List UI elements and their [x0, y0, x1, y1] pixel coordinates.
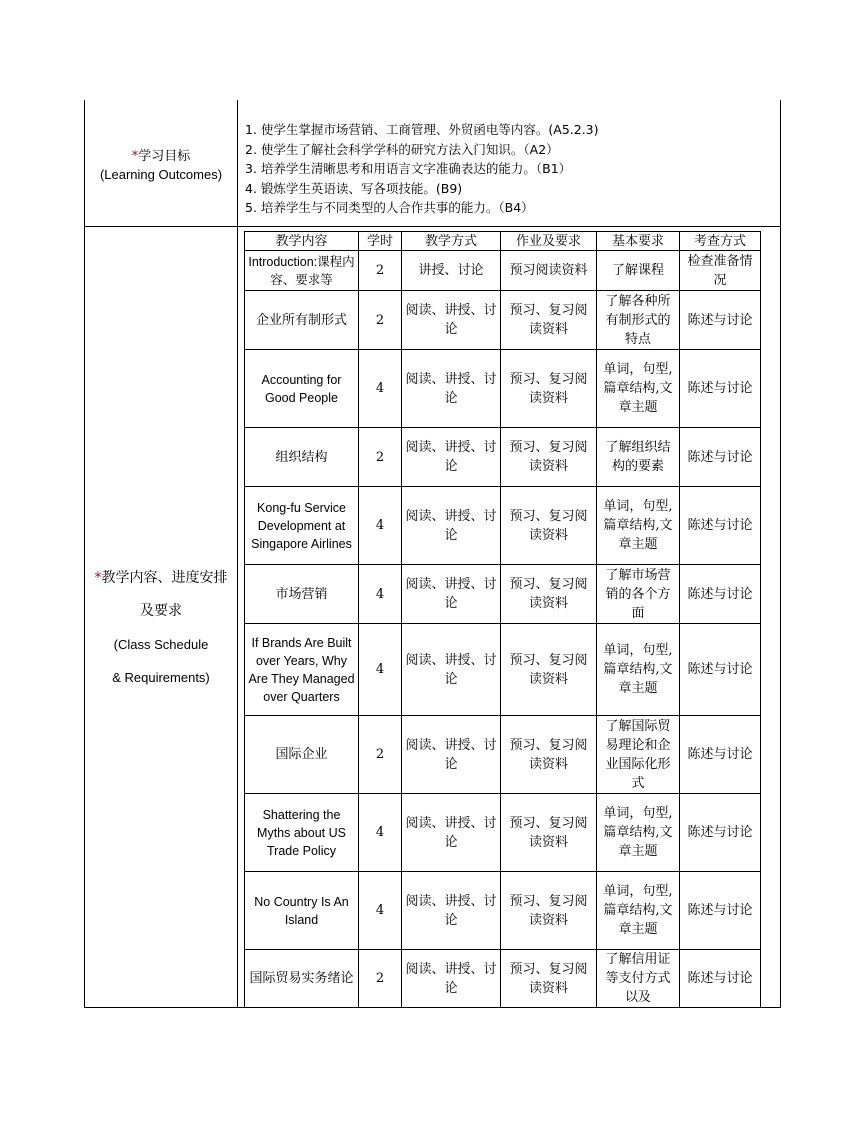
- cell-hours: 4: [359, 794, 402, 872]
- cell-hours: 2: [359, 251, 402, 291]
- cell-method: 阅读、讲授、讨论: [402, 794, 501, 872]
- cell-homework: 预习、复习阅读资料: [501, 794, 597, 872]
- cell-content: 市场营销: [245, 565, 359, 624]
- cell-method: 阅读、讲授、讨论: [402, 350, 501, 428]
- class-schedule-label-en-2: & Requirements): [112, 670, 210, 685]
- cell-hours: 2: [359, 428, 402, 487]
- cell-hours: 4: [359, 565, 402, 624]
- outcome-item: 2. 使学生了解社会科学学科的研究方法入门知识。（A2）: [245, 141, 559, 157]
- cell-requirement: 单词，句型,篇章结构,文章主题: [597, 794, 680, 872]
- cell-assessment: 陈述与讨论: [680, 350, 761, 428]
- header-homework: 作业及要求: [501, 232, 597, 251]
- table-row: [245, 487, 761, 565]
- table-row: [245, 251, 761, 291]
- row-divider: [85, 226, 237, 227]
- header-requirement: 基本要求: [597, 232, 680, 251]
- cell-assessment: 陈述与讨论: [680, 624, 761, 716]
- cell-assessment: 陈述与讨论: [680, 950, 761, 1008]
- cell-content: 国际企业: [245, 716, 359, 794]
- cell-requirement: 了解国际贸易理论和企业国际化形式: [597, 716, 680, 794]
- table-row: [245, 565, 761, 624]
- cell-requirement: 单词，句型,篇章结构,文章主题: [597, 350, 680, 428]
- cell-hours: 2: [359, 716, 402, 794]
- cell-hours: 4: [359, 487, 402, 565]
- cell-requirement: 了解信用证等支付方式以及: [597, 950, 680, 1008]
- header-hours: 学时: [359, 232, 402, 251]
- cell-homework: 预习、复习阅读资料: [501, 872, 597, 950]
- cell-homework: 预习、复习阅读资料: [501, 950, 597, 1008]
- cell-homework: 预习、复习阅读资料: [501, 624, 597, 716]
- cell-method: 讲授、讨论: [402, 251, 501, 291]
- cell-method: 阅读、讲授、讨论: [402, 487, 501, 565]
- learning-outcomes-label: [85, 148, 237, 184]
- class-schedule-table: [244, 231, 761, 1008]
- table-row: [245, 624, 761, 716]
- table-row: [245, 428, 761, 487]
- required-marker: *: [131, 149, 139, 164]
- cell-content: 组织结构: [245, 428, 359, 487]
- cell-content: 企业所有制形式: [245, 291, 359, 350]
- cell-content: Shattering the Myths about US Trade Policy: [245, 794, 359, 872]
- cell-method: 阅读、讲授、讨论: [402, 291, 501, 350]
- table-row: [245, 716, 761, 794]
- cell-content: 国际贸易实务绪论: [245, 950, 359, 1008]
- cell-hours: 2: [359, 950, 402, 1008]
- cell-assessment: 检查准备情况: [680, 251, 761, 291]
- header-content: 教学内容: [245, 232, 359, 251]
- cell-hours: 2: [359, 291, 402, 350]
- learning-outcomes-label-en: (Learning Outcomes): [99, 167, 223, 182]
- cell-homework: 预习、复习阅读资料: [501, 565, 597, 624]
- class-schedule-label-cn-1: 教学内容、进度安排: [101, 570, 228, 586]
- header-assessment: 考查方式: [680, 232, 761, 251]
- cell-method: 阅读、讲授、讨论: [402, 872, 501, 950]
- cell-method: 阅读、讲授、讨论: [402, 716, 501, 794]
- table-row: [245, 950, 761, 1008]
- outcome-item: 1. 使学生掌握市场营销、工商管理、外贸函电等内容。(A5.2.3): [245, 122, 599, 137]
- cell-requirement: 了解课程: [597, 251, 680, 291]
- cell-method: 阅读、讲授、讨论: [402, 565, 501, 624]
- cell-method: 阅读、讲授、讨论: [402, 428, 501, 487]
- cell-assessment: 陈述与讨论: [680, 716, 761, 794]
- outcome-item: 4. 锻炼学生英语读、写各项技能。(B9): [245, 180, 463, 196]
- table-row: [245, 350, 761, 428]
- cell-assessment: 陈述与讨论: [680, 565, 761, 624]
- cell-content: Introduction:课程内容、要求等: [245, 251, 359, 291]
- class-schedule-label: [85, 562, 237, 694]
- cell-requirement: 了解各种所有制形式的特点: [597, 291, 680, 350]
- cell-assessment: 陈述与讨论: [680, 794, 761, 872]
- required-marker: *: [94, 570, 102, 586]
- cell-method: 阅读、讲授、讨论: [402, 624, 501, 716]
- cell-homework: 预习、复习阅读资料: [501, 428, 597, 487]
- cell-homework: 预习、复习阅读资料: [501, 350, 597, 428]
- outcome-item: 3. 培养学生清晰思考和用语言文字准确表达的能力。（B1）: [245, 161, 572, 176]
- cell-homework: 预习、复习阅读资料: [501, 487, 597, 565]
- cell-content: Accounting for Good People: [245, 350, 359, 428]
- cell-hours: 4: [359, 624, 402, 716]
- learning-outcomes-label-cn: 学习目标: [138, 149, 191, 164]
- class-schedule-label-cn-2: 及要求: [140, 603, 182, 619]
- cell-hours: 4: [359, 872, 402, 950]
- row-divider-right: [238, 226, 780, 227]
- cell-requirement: 单词，句型,篇章结构,文章主题: [597, 624, 680, 716]
- table-row: [245, 291, 761, 350]
- cell-homework: 预习、复习阅读资料: [501, 291, 597, 350]
- cell-assessment: 陈述与讨论: [680, 872, 761, 950]
- class-schedule-label-en-1: (Class Schedule: [113, 637, 209, 652]
- cell-hours: 4: [359, 350, 402, 428]
- cell-requirement: 单词，句型,篇章结构,文章主题: [597, 872, 680, 950]
- learning-outcomes-list: [245, 120, 775, 218]
- cell-method: 阅读、讲授、讨论: [402, 950, 501, 1008]
- cell-requirement: 了解市场营销的各个方面: [597, 565, 680, 624]
- cell-requirement: 单词，句型,篇章结构,文章主题: [597, 487, 680, 565]
- cell-assessment: 陈述与讨论: [680, 291, 761, 350]
- table-row: [245, 872, 761, 950]
- cell-content: Kong-fu Service Development at Singapore Airlines: [245, 487, 359, 565]
- cell-content: If Brands Are Built over Years, Why Are They Managed over Quarters: [245, 624, 359, 716]
- header-method: 教学方式: [402, 232, 501, 251]
- cell-assessment: 陈述与讨论: [680, 487, 761, 565]
- column-divider: [237, 100, 238, 1007]
- cell-content: No Country Is An Island: [245, 872, 359, 950]
- cell-homework: 预习、复习阅读资料: [501, 716, 597, 794]
- cell-assessment: 陈述与讨论: [680, 428, 761, 487]
- outcome-item: 5. 培养学生与不同类型的人合作共事的能力。（B4）: [245, 200, 534, 215]
- table-row: [245, 794, 761, 872]
- table-header-row: [245, 232, 761, 251]
- cell-homework: 预习阅读资料: [501, 251, 597, 291]
- cell-requirement: 了解组织结构的要素: [597, 428, 680, 487]
- syllabus-table: [84, 100, 781, 1008]
